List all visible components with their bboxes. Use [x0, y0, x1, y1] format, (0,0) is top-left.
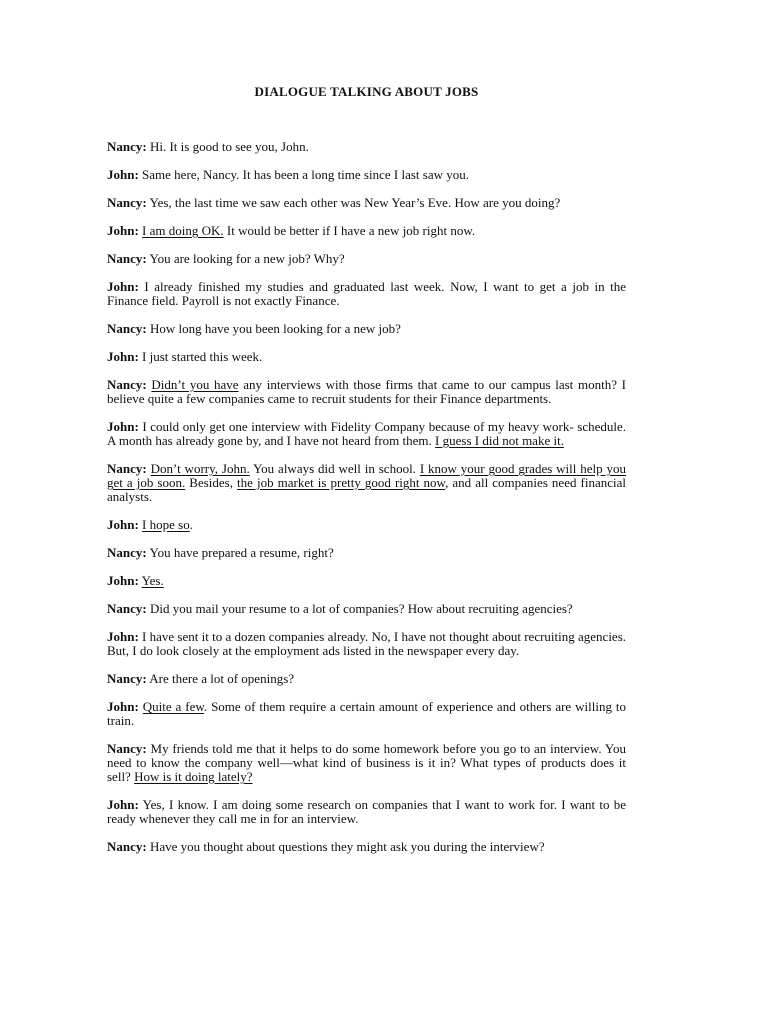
dialogue-text: How long have you been looking for a new job? — [149, 321, 401, 336]
dialogue-text: Besides, — [185, 475, 238, 490]
dialogue-text: I could only get one interview with Fidelity Company because of my heavy work- schedule. A month has already gone by, and I have not heard from them. — [107, 419, 627, 448]
dialogue-turn — [107, 602, 626, 616]
speaker-name: Nancy: — [107, 321, 147, 336]
dialogue-text: You always did well in school. — [249, 461, 420, 476]
speaker-name: John: — [107, 349, 139, 364]
dialogue-text: Hi. It is good to see you, John. — [149, 139, 309, 154]
dialogue-turn — [107, 420, 626, 448]
dialogue-turn — [107, 196, 626, 210]
dialogue-text: I just started this week. — [142, 349, 263, 364]
dialogue-list — [107, 140, 626, 854]
dialogue-text: Same here, Nancy. It has been a long time since I last saw you. — [142, 167, 469, 182]
speaker-name: John: — [107, 223, 139, 238]
dialogue-turn — [107, 700, 626, 728]
dialogue-turn — [107, 252, 626, 266]
dialogue-turn — [107, 140, 626, 154]
dialogue-turn — [107, 168, 626, 182]
underlined-text: Quite a few — [142, 699, 204, 714]
dialogue-turn — [107, 630, 626, 658]
dialogue-turn — [107, 462, 626, 504]
speaker-name: John: — [107, 517, 139, 532]
underlined-text: I am doing OK. — [142, 223, 224, 238]
speaker-name: John: — [107, 573, 139, 588]
dialogue-text: . — [189, 517, 193, 532]
speaker-name: Nancy: — [107, 251, 147, 266]
underlined-text: Don’t worry, John. — [150, 461, 250, 476]
underlined-text: I know your good grades will help you get a job soon. — [107, 461, 626, 490]
dialogue-text: Yes, I know. I am doing some research on companies that I want to work for. I want to be ready whenever they call me in for an interview. — [107, 797, 626, 826]
dialogue-text: You have prepared a resume, right? — [149, 545, 334, 560]
dialogue-text: any interviews with those firms that came to our campus last month? I believe quite a few companies came to recruit students for their Finance departments. — [107, 377, 627, 406]
dialogue-turn — [107, 350, 626, 364]
dialogue-text: I already finished my studies and graduated last week. Now, I want to get a job in the Finance field. Payroll is not exactly Finance. — [107, 279, 627, 308]
speaker-name: Nancy: — [107, 139, 147, 154]
speaker-name: Nancy: — [107, 601, 147, 616]
dialogue-text: You are looking for a new job? Why? — [149, 251, 345, 266]
dialogue-turn — [107, 322, 626, 336]
dialogue-text: Are there a lot of openings? — [149, 671, 295, 686]
speaker-name: John: — [107, 419, 139, 434]
underlined-text: Didn’t you have — [151, 377, 239, 392]
dialogue-text: My friends told me that it helps to do some homework before you go to an interview. You need to know the company well—what kind of business is it in? What types of products does it sell? — [107, 741, 626, 784]
dialogue-turn — [107, 518, 626, 532]
speaker-name: Nancy: — [107, 195, 147, 210]
document-page — [107, 84, 626, 868]
speaker-name: Nancy: — [107, 741, 147, 756]
speaker-name: John: — [107, 797, 139, 812]
dialogue-turn — [107, 742, 626, 784]
underlined-text: I guess I did not make it. — [435, 433, 564, 448]
speaker-name: Nancy: — [107, 671, 147, 686]
underlined-text: I hope so — [142, 517, 190, 532]
speaker-name: John: — [107, 629, 139, 644]
underlined-text: the job market is pretty good right now — [237, 475, 446, 490]
dialogue-text: Did you mail your resume to a lot of companies? How about recruiting agencies? — [149, 601, 573, 616]
dialogue-text: , and all companies need financial analysts. — [107, 475, 626, 504]
dialogue-turn — [107, 280, 626, 308]
dialogue-text: . Some of them require a certain amount of experience and others are willing to train. — [107, 699, 626, 728]
speaker-name: Nancy: — [107, 461, 147, 476]
dialogue-turn — [107, 672, 626, 686]
dialogue-turn — [107, 378, 626, 406]
dialogue-text: Have you thought about questions they might ask you during the interview? — [149, 839, 545, 854]
speaker-name: Nancy: — [107, 839, 147, 854]
dialogue-turn — [107, 224, 626, 238]
dialogue-text: Yes, the last time we saw each other was New Year’s Eve. How are you doing? — [149, 195, 561, 210]
speaker-name: John: — [107, 279, 139, 294]
dialogue-text: It would be better if I have a new job right now. — [223, 223, 476, 238]
dialogue-turn — [107, 546, 626, 560]
dialogue-turn — [107, 798, 626, 826]
speaker-name: John: — [107, 699, 139, 714]
document-title: DIALOGUE TALKING ABOUT JOBS — [254, 84, 479, 99]
dialogue-turn — [107, 574, 626, 588]
speaker-name: Nancy: — [107, 377, 147, 392]
underlined-text: How is it doing lately? — [134, 769, 253, 784]
underlined-text: Yes. — [141, 573, 164, 588]
dialogue-text: I have sent it to a dozen companies already. No, I have not thought about recruiting agencies. But, I do look closely at the employment ads listed in the newspaper every day. — [107, 629, 627, 658]
dialogue-turn — [107, 840, 626, 854]
speaker-name: John: — [107, 167, 139, 182]
speaker-name: Nancy: — [107, 545, 147, 560]
